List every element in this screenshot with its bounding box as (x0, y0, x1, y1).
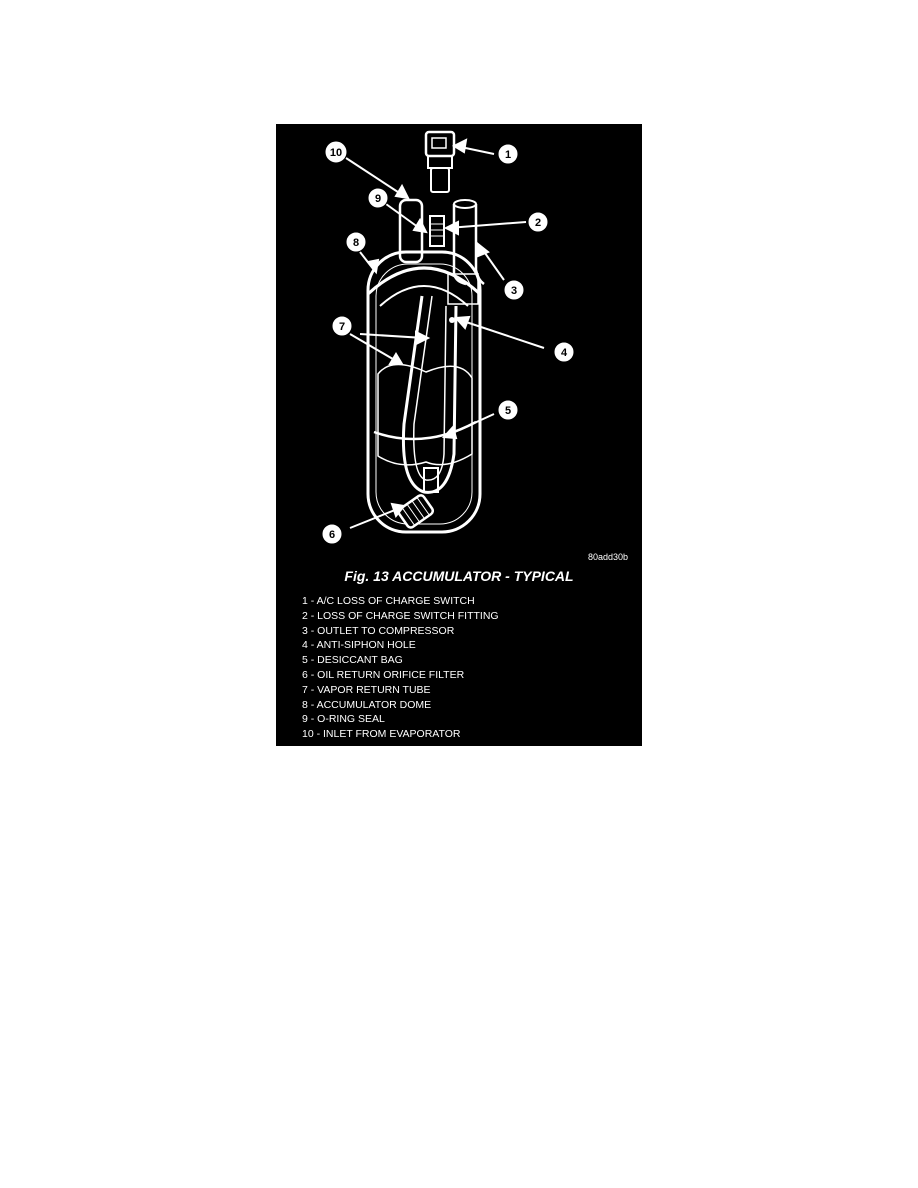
svg-text:5: 5 (504, 405, 512, 417)
callout-3 (504, 280, 524, 300)
callout-1 (498, 144, 518, 164)
figure-caption: Fig. 13 ACCUMULATOR - TYPICAL (344, 568, 574, 584)
anti-siphon-hole (449, 317, 455, 323)
legend-item: 9 - O-RING SEAL (302, 713, 385, 726)
callout-7 (332, 316, 352, 336)
svg-text:4: 4 (560, 347, 568, 359)
svg-text:7: 7 (338, 321, 346, 333)
figure-panel (276, 124, 642, 746)
legend-item: 7 - VAPOR RETURN TUBE (302, 683, 431, 696)
legend-item: 10 - INLET FROM EVAPORATOR (302, 728, 461, 741)
switch-fitting (430, 216, 444, 246)
callout-9 (368, 188, 388, 208)
legend-item: 3 - OUTLET TO COMPRESSOR (302, 624, 455, 637)
svg-text:1: 1 (504, 149, 512, 161)
svg-text:10: 10 (329, 147, 343, 159)
svg-text:2: 2 (534, 217, 542, 229)
accumulator-illustration (276, 124, 642, 564)
legend-item: 1 - A/C LOSS OF CHARGE SWITCH (302, 595, 475, 607)
callout-6 (322, 524, 342, 544)
callout-10 (325, 141, 347, 163)
legend-item: 6 - OIL RETURN ORIFICE FILTER (302, 668, 465, 681)
callout-5 (498, 400, 518, 420)
loss-of-charge-switch (426, 132, 454, 156)
callout-4 (554, 342, 574, 362)
svg-text:6: 6 (328, 529, 336, 541)
desiccant-bag (378, 364, 472, 464)
svg-text:3: 3 (510, 285, 518, 297)
legend-list (302, 594, 499, 742)
callout-2 (528, 212, 548, 232)
legend-item: 2 - LOSS OF CHARGE SWITCH FITTING (302, 609, 499, 622)
svg-text:9: 9 (374, 193, 382, 205)
legend-item: 5 - DESICCANT BAG (302, 654, 403, 667)
image-code: 80add30b (587, 552, 628, 562)
accumulator-dome (368, 268, 480, 294)
legend-item: 8 - ACCUMULATOR DOME (302, 698, 432, 711)
svg-text:8: 8 (352, 237, 360, 249)
callout-8 (346, 232, 366, 252)
legend-item: 4 - ANTI-SIPHON HOLE (302, 639, 416, 652)
